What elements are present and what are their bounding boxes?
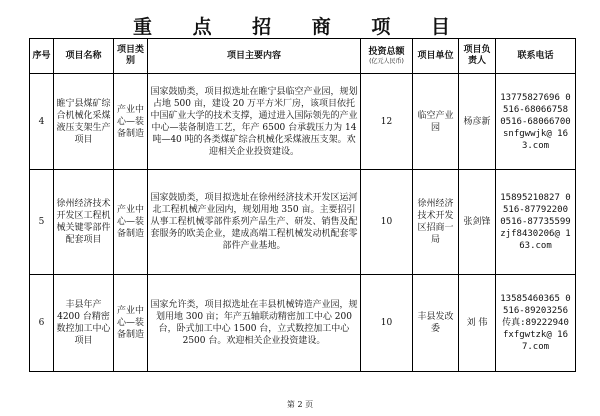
projects-table: [29, 38, 576, 372]
cell-investment: 12: [361, 74, 413, 170]
cell-name: 徐州经济技术开发区工程机械关键零部件配套项目: [54, 170, 114, 275]
header-unit: 项目单位: [413, 39, 459, 74]
cell-content: 国家鼓励类，项目拟选址在睢宁县临空产业园，规划占地 500 亩，建设 20 万平方米厂房，该项目依托中国矿业大学的技术支撑，通过进入国际领先的产业中心—装备制造工艺，年产 6500 台承载压力为 14 吨—40 吨的各类煤矿综合机械化采煤液压支架。欢迎相关企业投资建设。: [148, 74, 361, 170]
cell-unit: 临空产业园: [413, 74, 459, 170]
header-investment-label: 投资总额: [368, 46, 405, 57]
header-category: 项目类别: [114, 39, 148, 74]
header-name: 项目名称: [54, 39, 114, 74]
header-seq: 序号: [30, 39, 54, 74]
table-header-row: [30, 39, 576, 74]
cell-phone: 15895210827 0516-87792200 0516-87735599 zjf8430206@ 163.com: [496, 170, 576, 275]
header-phone: 联系电话: [496, 39, 576, 74]
cell-category: 产业中心—装备制造: [114, 170, 148, 275]
header-investment: [361, 39, 413, 74]
cell-name: 睢宁县煤矿综合机械化采煤液压支架生产项目: [54, 74, 114, 170]
cell-name: 丰县年产4200 台精密数控加工中心项目: [54, 275, 114, 372]
table-row: [30, 275, 576, 372]
header-content: 项目主要内容: [148, 39, 361, 74]
cell-unit: 丰县发改委: [413, 275, 459, 372]
cell-unit: 徐州经济技术开发区招商一局: [413, 170, 459, 275]
cell-investment: 10: [361, 170, 413, 275]
cell-phone: 13775827696 0516-68066758 0516-68066700 snfgwwjk@ 163.com: [496, 74, 576, 170]
page-number: 第 2 页: [286, 400, 314, 409]
cell-contact-person: 刘 伟: [459, 275, 496, 372]
cell-contact-person: 张剑锋: [459, 170, 496, 275]
cell-phone: 13585460365 0516-89203256 传真:89222940 fxfgwtzk@ 167.com: [496, 275, 576, 372]
cell-seq: 5: [30, 170, 54, 275]
cell-investment: 10: [361, 275, 413, 372]
table-row: [30, 74, 576, 170]
cell-content: 国家鼓励类，项目拟选址在徐州经济技术开发区运河北工程机械产业园内，规划用地 350 亩。主要招引从事工程机械零部件系列产品生产、研发、销售及配套服务的欧美企业，建成高端工程机械发动机配套零部件产业基地。: [148, 170, 361, 275]
table-row: [30, 170, 576, 275]
cell-category: 产业中心—装备制造: [114, 275, 148, 372]
header-investment-unit: (亿元人民币): [369, 57, 404, 65]
cell-category: 产业中心—装备制造: [114, 74, 148, 170]
cell-contact-person: 杨彦新: [459, 74, 496, 170]
cell-seq: 4: [30, 74, 54, 170]
page-title: 重 点 招 商 项 目: [132, 16, 468, 38]
cell-content: 国家允许类，项目拟选址在丰县机械铸造产业园，规划用地 300 亩；年产五轴联动精密加工中心 200 台，卧式加工中心 1500 台，立式数控加工中心 2500 台。欢迎相关企业投资建设。: [148, 275, 361, 372]
cell-seq: 6: [30, 275, 54, 372]
header-contact-person: 项目负责人: [459, 39, 496, 74]
